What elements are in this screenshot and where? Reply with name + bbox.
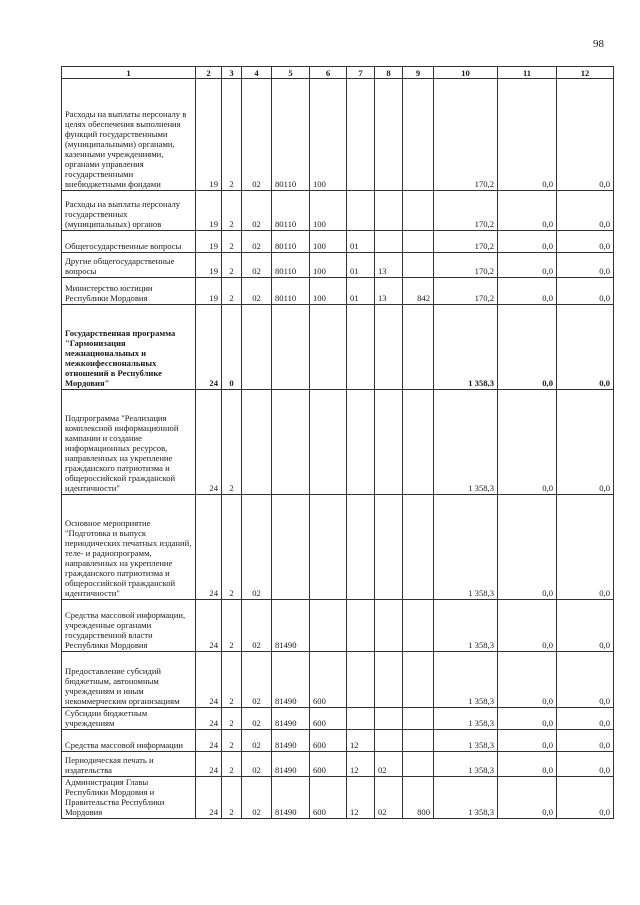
table-cell: 1 358,3 <box>434 305 498 390</box>
row-description: Средства массовой информации <box>62 730 196 752</box>
budget-table <box>61 66 614 819</box>
table-cell: 02 <box>375 777 403 819</box>
table-cell: 0,0 <box>498 390 557 495</box>
table-cell <box>347 390 375 495</box>
table-cell: 24 <box>196 305 222 390</box>
table-cell <box>403 708 434 730</box>
row-description: Субсидии бюджетным учреждениям <box>62 708 196 730</box>
table-cell <box>375 231 403 253</box>
table-cell: 0,0 <box>498 495 557 600</box>
column-header: 12 <box>557 67 614 79</box>
table-cell <box>403 600 434 652</box>
table-cell: 0,0 <box>557 390 614 495</box>
table-cell: 100 <box>310 253 347 278</box>
table-cell: 170,2 <box>434 278 498 305</box>
table-cell <box>347 79 375 191</box>
table-cell: 01 <box>347 278 375 305</box>
table-cell: 24 <box>196 495 222 600</box>
table-cell <box>310 390 347 495</box>
column-header: 11 <box>498 67 557 79</box>
table-cell: 0,0 <box>498 191 557 231</box>
table-cell: 0,0 <box>498 752 557 777</box>
table-cell: 02 <box>242 278 272 305</box>
table-row <box>62 305 614 390</box>
table-cell: 19 <box>196 79 222 191</box>
table-cell: 80110 <box>272 191 310 231</box>
table-row <box>62 777 614 819</box>
table-cell: 1 358,3 <box>434 600 498 652</box>
table-cell: 2 <box>222 79 242 191</box>
table-row <box>62 231 614 253</box>
table-cell: 13 <box>375 278 403 305</box>
table-cell: 0,0 <box>498 708 557 730</box>
table-cell <box>272 390 310 495</box>
column-header: 5 <box>272 67 310 79</box>
table-cell: 0,0 <box>557 253 614 278</box>
row-description: Другие общегосударственные вопросы <box>62 253 196 278</box>
table-cell: 1 358,3 <box>434 390 498 495</box>
table-cell: 842 <box>403 278 434 305</box>
table-cell: 600 <box>310 652 347 708</box>
table-cell: 80110 <box>272 253 310 278</box>
table-cell <box>403 305 434 390</box>
column-header: 10 <box>434 67 498 79</box>
table-cell: 2 <box>222 600 242 652</box>
table-cell: 2 <box>222 652 242 708</box>
table-cell: 0,0 <box>557 278 614 305</box>
table-cell <box>347 495 375 600</box>
column-header: 6 <box>310 67 347 79</box>
table-cell <box>242 390 272 495</box>
table-cell <box>375 390 403 495</box>
table-cell: 24 <box>196 600 222 652</box>
table-cell <box>310 305 347 390</box>
table-cell: 2 <box>222 390 242 495</box>
table-cell: 81490 <box>272 752 310 777</box>
table-cell <box>375 600 403 652</box>
column-header: 3 <box>222 67 242 79</box>
table-row <box>62 79 614 191</box>
row-description: Государственная программа "Гармонизация межнациональных и межконфессиональных отношений в Республике Мордовия" <box>62 305 196 390</box>
table-cell <box>403 79 434 191</box>
row-description: Предоставление субсидий бюджетным, автономным учреждениям и иным некоммерческим организациям <box>62 652 196 708</box>
table-cell: 170,2 <box>434 231 498 253</box>
table-cell: 0,0 <box>557 79 614 191</box>
column-header: 9 <box>403 67 434 79</box>
table-cell: 02 <box>375 752 403 777</box>
table-cell <box>272 305 310 390</box>
table-cell: 100 <box>310 231 347 253</box>
table-cell: 1 358,3 <box>434 495 498 600</box>
table-cell: 24 <box>196 390 222 495</box>
table-cell: 0,0 <box>498 600 557 652</box>
table-cell: 81490 <box>272 730 310 752</box>
table-cell: 800 <box>403 777 434 819</box>
table-cell: 0,0 <box>557 231 614 253</box>
table-cell <box>375 708 403 730</box>
table-cell: 12 <box>347 752 375 777</box>
table-row <box>62 752 614 777</box>
table-cell: 24 <box>196 777 222 819</box>
row-description: Основное мероприятие "Подготовка и выпуск периодических печатных изданий, теле- и радиопрограмм, направленных на укрепление гражданского патриотизма и общероссийской гражданской идентичности" <box>62 495 196 600</box>
table-cell <box>403 390 434 495</box>
table-cell: 02 <box>242 777 272 819</box>
row-description: Министерство юстиции Республики Мордовия <box>62 278 196 305</box>
table-cell <box>403 231 434 253</box>
table-cell <box>347 600 375 652</box>
table-cell: 1 358,3 <box>434 730 498 752</box>
table-cell: 81490 <box>272 777 310 819</box>
row-description: Периодическая печать и издательства <box>62 752 196 777</box>
table-cell: 02 <box>242 231 272 253</box>
table-cell: 1 358,3 <box>434 652 498 708</box>
table-cell: 02 <box>242 708 272 730</box>
table-cell: 100 <box>310 278 347 305</box>
table-cell: 1 358,3 <box>434 708 498 730</box>
column-header: 2 <box>196 67 222 79</box>
table-cell: 2 <box>222 777 242 819</box>
table-cell <box>375 652 403 708</box>
table-cell: 0,0 <box>498 253 557 278</box>
page-number: 98 <box>593 38 604 50</box>
table-cell: 0,0 <box>498 652 557 708</box>
table-cell <box>403 191 434 231</box>
table-row <box>62 652 614 708</box>
table-cell: 19 <box>196 231 222 253</box>
table-row <box>62 191 614 231</box>
table-cell: 0,0 <box>557 305 614 390</box>
table-cell: 100 <box>310 191 347 231</box>
row-description: Средства массовой информации, учрежденные органами государственной власти Республики Мордовия <box>62 600 196 652</box>
row-description: Общегосударственные вопросы <box>62 231 196 253</box>
table-cell: 0,0 <box>557 191 614 231</box>
table-cell: 24 <box>196 752 222 777</box>
column-header: 8 <box>375 67 403 79</box>
table-cell: 2 <box>222 730 242 752</box>
table-cell: 2 <box>222 231 242 253</box>
table-cell: 01 <box>347 253 375 278</box>
table-cell: 2 <box>222 253 242 278</box>
table-body <box>62 79 614 819</box>
table-cell <box>403 752 434 777</box>
table-cell <box>347 305 375 390</box>
table-cell <box>272 495 310 600</box>
table-cell: 0 <box>222 305 242 390</box>
table-cell: 02 <box>242 191 272 231</box>
table-row <box>62 253 614 278</box>
table-cell: 19 <box>196 191 222 231</box>
table-cell: 0,0 <box>498 777 557 819</box>
table-cell: 0,0 <box>557 730 614 752</box>
table-cell: 0,0 <box>557 752 614 777</box>
table-cell: 80110 <box>272 278 310 305</box>
table-cell: 170,2 <box>434 253 498 278</box>
table-cell: 12 <box>347 777 375 819</box>
table-cell: 02 <box>242 600 272 652</box>
table-row <box>62 495 614 600</box>
table-cell: 0,0 <box>557 652 614 708</box>
table-cell <box>347 708 375 730</box>
table-row <box>62 390 614 495</box>
table-cell: 81490 <box>272 708 310 730</box>
table-cell: 02 <box>242 652 272 708</box>
table-cell <box>242 305 272 390</box>
table-cell: 1 358,3 <box>434 777 498 819</box>
table-cell: 2 <box>222 191 242 231</box>
table-cell: 02 <box>242 752 272 777</box>
table-cell: 170,2 <box>434 79 498 191</box>
table-cell: 02 <box>242 730 272 752</box>
table-cell: 02 <box>242 79 272 191</box>
table-cell: 02 <box>242 495 272 600</box>
table-cell: 1 358,3 <box>434 752 498 777</box>
table-cell: 80110 <box>272 231 310 253</box>
table-cell: 81490 <box>272 652 310 708</box>
table-cell <box>347 191 375 231</box>
table-cell: 19 <box>196 278 222 305</box>
table-row <box>62 600 614 652</box>
table-cell: 0,0 <box>557 600 614 652</box>
table-cell: 24 <box>196 730 222 752</box>
table-cell: 24 <box>196 708 222 730</box>
table-cell: 24 <box>196 652 222 708</box>
table-cell <box>403 495 434 600</box>
table-cell: 02 <box>242 253 272 278</box>
column-header: 1 <box>62 67 196 79</box>
table-cell <box>375 191 403 231</box>
table-cell: 0,0 <box>498 278 557 305</box>
table-cell: 0,0 <box>498 730 557 752</box>
table-cell: 0,0 <box>498 305 557 390</box>
table-cell: 2 <box>222 708 242 730</box>
table-cell <box>375 495 403 600</box>
table-cell: 600 <box>310 708 347 730</box>
table-cell: 0,0 <box>498 79 557 191</box>
table-cell <box>375 305 403 390</box>
table-row <box>62 708 614 730</box>
table-cell <box>403 652 434 708</box>
table-cell: 81490 <box>272 600 310 652</box>
table-cell: 2 <box>222 495 242 600</box>
table-cell: 0,0 <box>557 777 614 819</box>
table-cell <box>347 652 375 708</box>
row-description: Расходы на выплаты персоналу в целях обеспечения выполнения функций государственными (муниципальными) органами, казенными учреждениями, органами управления государственными внебюджетными фондами <box>62 79 196 191</box>
table-cell <box>403 730 434 752</box>
table-cell: 170,2 <box>434 191 498 231</box>
table-cell: 19 <box>196 253 222 278</box>
table-cell: 600 <box>310 777 347 819</box>
table-cell <box>375 730 403 752</box>
table-cell: 0,0 <box>498 231 557 253</box>
table-cell: 100 <box>310 79 347 191</box>
column-header: 4 <box>242 67 272 79</box>
table-cell: 01 <box>347 231 375 253</box>
table-header-row <box>62 67 614 79</box>
row-description: Администрация Главы Республики Мордовия и Правительства Республики Мордовия <box>62 777 196 819</box>
column-header: 7 <box>347 67 375 79</box>
row-description: Расходы на выплаты персоналу государственных (муниципальных) органов <box>62 191 196 231</box>
table-cell <box>375 79 403 191</box>
table-row <box>62 278 614 305</box>
table-cell: 80110 <box>272 79 310 191</box>
table-cell: 600 <box>310 752 347 777</box>
table-cell: 2 <box>222 278 242 305</box>
table-cell: 12 <box>347 730 375 752</box>
table-cell <box>310 495 347 600</box>
table-cell: 0,0 <box>557 495 614 600</box>
table-cell: 13 <box>375 253 403 278</box>
table-cell: 600 <box>310 730 347 752</box>
table-cell: 2 <box>222 752 242 777</box>
table-row <box>62 730 614 752</box>
row-description: Подпрограмма "Реализация комплексной информационной кампании и создание информационных ресурсов, направленных на укрепление гражданского патриотизма и общероссийской гражданской идентичности" <box>62 390 196 495</box>
table-cell <box>310 600 347 652</box>
table-cell <box>403 253 434 278</box>
table-cell: 0,0 <box>557 708 614 730</box>
